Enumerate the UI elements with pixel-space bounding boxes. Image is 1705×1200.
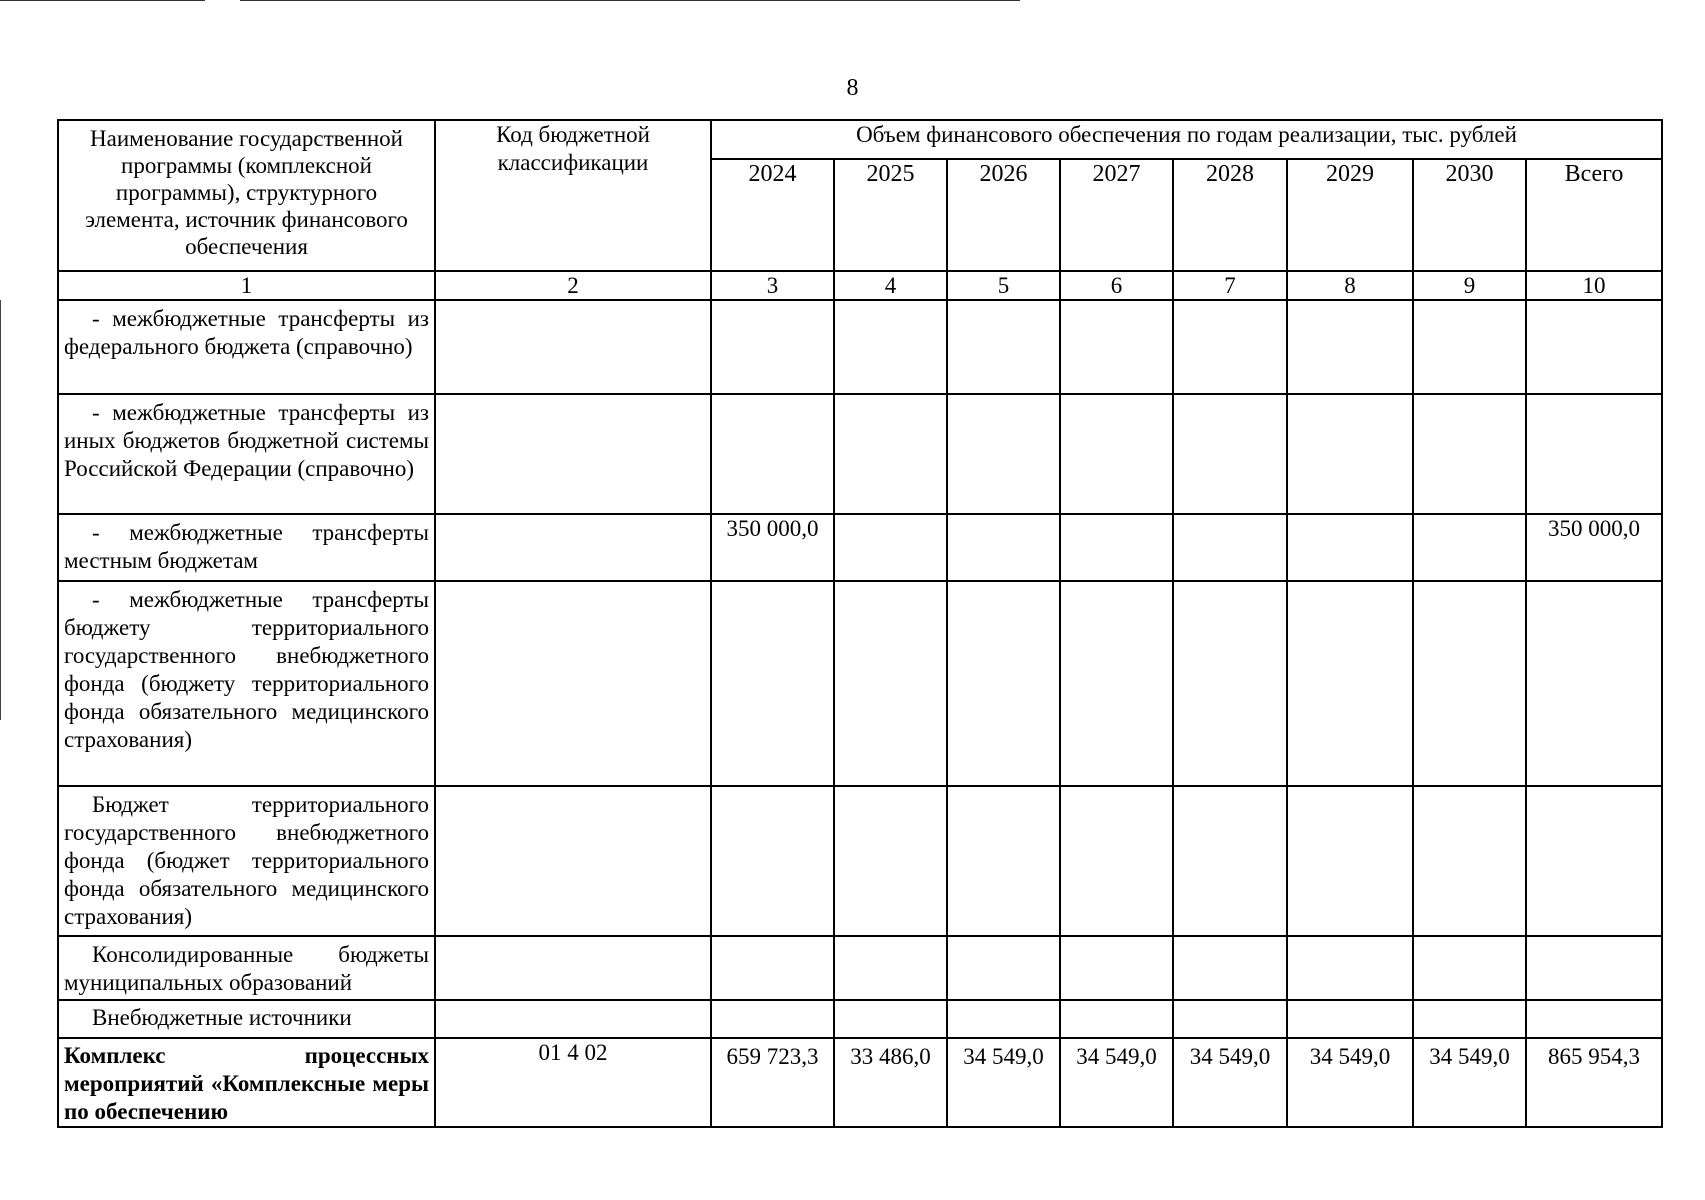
row-value [711,300,834,394]
row-value [1413,786,1526,936]
row-value [947,514,1060,581]
row-name: Бюджет территориального государственного внебюджетного фонда (бюджет территориального фонда обязательного медицинского страхования) [58,786,435,936]
column-number: 2 [435,271,711,300]
row-value [947,300,1060,394]
header-row-top [58,120,1662,159]
row-value [711,786,834,936]
row-value: 350 000,0 [711,514,834,581]
column-number: 9 [1413,271,1526,300]
row-name: - межбюджетные трансферты из федерального бюджета (справочно) [58,300,435,394]
scan-edge-line [0,0,205,1]
row-name: Комплекс процессных мероприятий «Комплексные меры по обеспечению [58,1038,435,1127]
row-value [1287,1000,1413,1038]
page-number: 8 [846,75,859,101]
row-total [1526,394,1662,514]
header-year: 2024 [711,159,834,271]
row-value [1060,300,1173,394]
row-value: 659 723,3 [711,1038,834,1127]
row-code [435,394,711,514]
row-value [1287,581,1413,786]
row-value [947,786,1060,936]
header-year: 2027 [1060,159,1173,271]
financing-table [57,119,1663,1128]
header-year: 2026 [947,159,1060,271]
header-total: Всего [1526,159,1662,271]
column-numbers-row [58,271,1662,300]
row-value [1060,581,1173,786]
column-number: 7 [1173,271,1287,300]
row-value [1413,394,1526,514]
row-value [947,1000,1060,1038]
table-row [58,1000,1662,1038]
table-row [58,936,1662,1000]
row-value: 34 549,0 [1287,1038,1413,1127]
column-number: 4 [834,271,947,300]
row-total: 350 000,0 [1526,514,1662,581]
row-total [1526,936,1662,1000]
row-value [834,581,947,786]
row-value: 34 549,0 [1173,1038,1287,1127]
row-name: - межбюджетные трансферты местным бюджетам [58,514,435,581]
row-value [1060,786,1173,936]
header-year: 2028 [1173,159,1287,271]
row-total [1526,786,1662,936]
column-number: 3 [711,271,834,300]
row-value [1060,514,1173,581]
row-value [1287,786,1413,936]
row-name: - межбюджетные трансферты бюджету территориального государственного внебюджетного фонда (бюджету территориального фонда обязательного медицинского страхования) [58,581,435,786]
row-value [1287,300,1413,394]
table-row [58,786,1662,936]
header-code: Код бюджетной классификации [435,120,711,271]
row-value [711,1000,834,1038]
row-total [1526,300,1662,394]
row-value [834,1000,947,1038]
row-value [1173,786,1287,936]
table-row [58,300,1662,394]
row-value [1173,581,1287,786]
row-value [947,394,1060,514]
header-year: 2025 [834,159,947,271]
row-value [947,936,1060,1000]
scan-edge-line [0,300,1,720]
row-code [435,936,711,1000]
column-number: 1 [58,271,435,300]
row-value [711,936,834,1000]
row-value [1413,581,1526,786]
column-number: 6 [1060,271,1173,300]
row-value [947,581,1060,786]
row-value [1413,300,1526,394]
row-value [834,514,947,581]
column-number: 8 [1287,271,1413,300]
header-name: Наименование государственной программы (комплексной программы), структурного элемента, источник финансового обеспечения [58,120,435,271]
header-year: 2030 [1413,159,1526,271]
row-code [435,786,711,936]
row-value [834,786,947,936]
row-total: 865 954,3 [1526,1038,1662,1127]
header-volume: Объем финансового обеспечения по годам реализации, тыс. рублей [711,120,1662,159]
row-code [435,1000,711,1038]
row-value [1173,1000,1287,1038]
row-value [711,581,834,786]
row-code [435,300,711,394]
header-year: 2029 [1287,159,1413,271]
row-value [834,394,947,514]
table-row [58,1038,1662,1127]
row-value [834,936,947,1000]
row-code [435,581,711,786]
row-value [1173,394,1287,514]
column-number: 10 [1526,271,1662,300]
row-code: 01 4 02 [435,1038,711,1127]
row-value [1173,936,1287,1000]
row-value [1413,514,1526,581]
row-value [1060,1000,1173,1038]
row-value [1060,936,1173,1000]
row-value [1060,394,1173,514]
row-code [435,514,711,581]
table-row [58,581,1662,786]
table-row [58,394,1662,514]
row-name: Консолидированные бюджеты муниципальных образований [58,936,435,1000]
row-total [1526,1000,1662,1038]
row-value [1173,300,1287,394]
row-value [1287,514,1413,581]
row-value [1173,514,1287,581]
scan-edge-line [240,0,1020,1]
row-value: 34 549,0 [1413,1038,1526,1127]
row-total [1526,581,1662,786]
row-value [834,300,947,394]
row-value [1287,936,1413,1000]
row-value: 34 549,0 [947,1038,1060,1127]
row-value [711,394,834,514]
column-number: 5 [947,271,1060,300]
row-name: Внебюджетные источники [58,1000,435,1038]
table-row [58,514,1662,581]
row-name: - межбюджетные трансферты из иных бюджетов бюджетной системы Российской Федерации (справочно) [58,394,435,514]
row-value [1287,394,1413,514]
row-value [1413,936,1526,1000]
row-value [1413,1000,1526,1038]
row-value: 34 549,0 [1060,1038,1173,1127]
row-value: 33 486,0 [834,1038,947,1127]
